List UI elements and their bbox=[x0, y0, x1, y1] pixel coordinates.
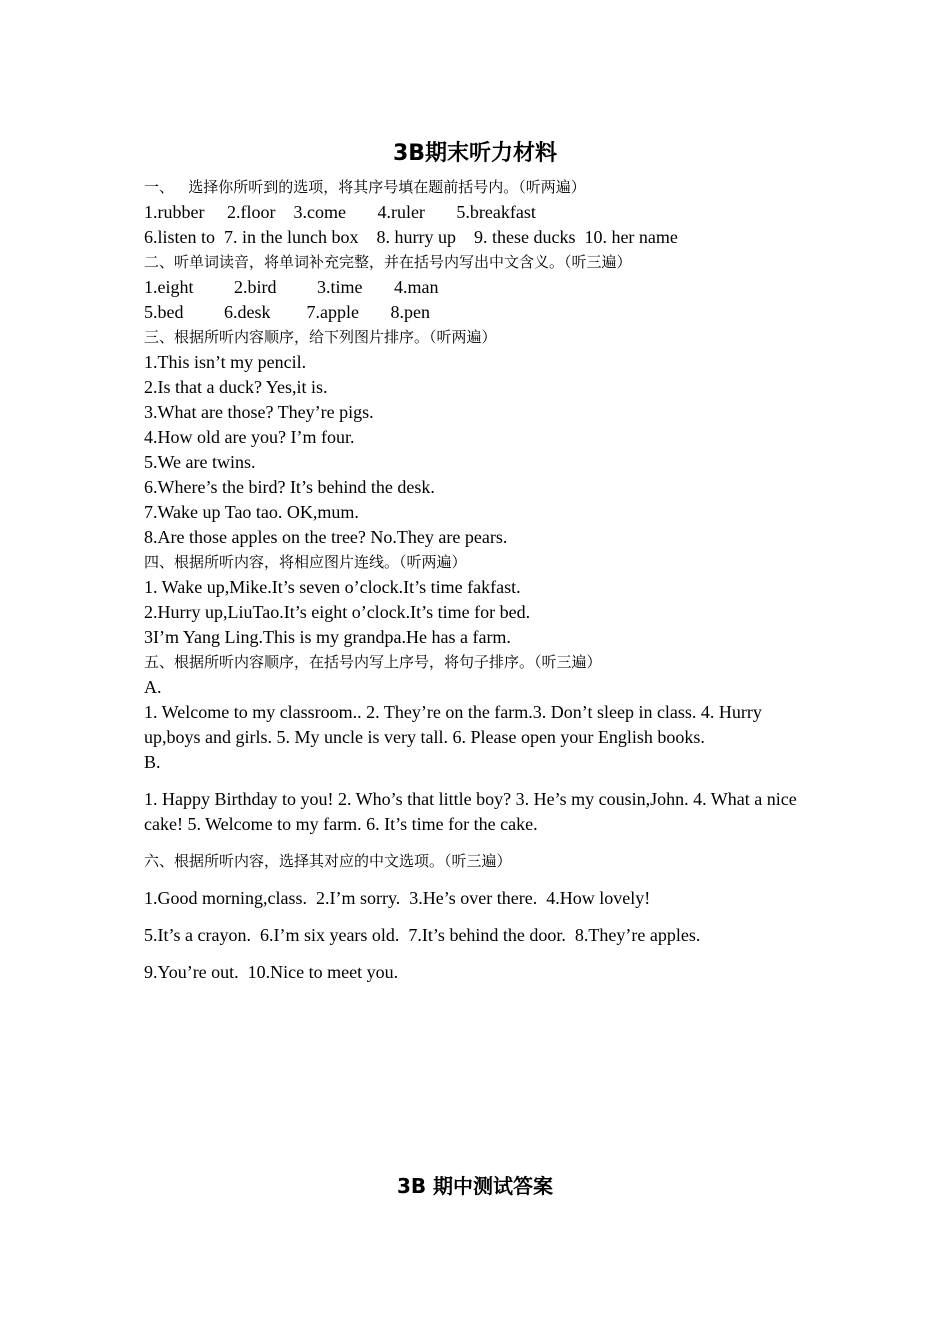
section-4-heading: 四、根据所听内容，将相应图片连线。（听两遍） bbox=[144, 553, 467, 571]
section-3-line-5: 5.We are twins. bbox=[144, 452, 256, 472]
section-6-line-3: 9.You’re out. 10.Nice to meet you. bbox=[144, 962, 399, 982]
section-5-part-b-text: 1. Happy Birthday to you! 2. Who’s that little boy? 3. He’s my cousin,John. 4. What a nice cake! 5. Welcome to my farm. 6. It’s time for the cake. bbox=[144, 789, 797, 834]
section-6-heading: 六、根据所听内容，选择其对应的中文选项。（听三遍） bbox=[144, 852, 512, 870]
section-5-part-a-text: 1. Welcome to my classroom.. 2. They’re on the farm.3. Don’t sleep in class. 4. Hurry up,boys and girls. 5. My uncle is very tall. 6. Please open your English books. bbox=[144, 702, 762, 747]
section-5-part-b-label: B. bbox=[144, 752, 161, 772]
section-2-line-1: 1.eight 2.bird 3.time 4.man bbox=[144, 277, 439, 297]
section-2-heading: 二、听单词读音，将单词补充完整，并在括号内写出中文含义。（听三遍） bbox=[144, 253, 632, 271]
section-3-line-2: 2.Is that a duck? Yes,it is. bbox=[144, 377, 328, 397]
section-6-line-2: 5.It’s a crayon. 6.I’m six years old. 7.It’s behind the door. 8.They’re apples. bbox=[144, 925, 701, 945]
section-5-part-a-label: A. bbox=[144, 677, 162, 697]
section-3-line-7: 7.Wake up Tao tao. OK,mum. bbox=[144, 502, 359, 522]
section-3-line-1: 1.This isn’t my pencil. bbox=[144, 352, 307, 372]
section-2-line-2: 5.bed 6.desk 7.apple 8.pen bbox=[144, 302, 430, 322]
section-4-line-2: 2.Hurry up,LiuTao.It’s eight o’clock.It’s time for bed. bbox=[144, 602, 531, 622]
page-title: 3B期末听力材料 bbox=[392, 141, 558, 166]
section-1-line-2: 6.listen to 7. in the lunch box 8. hurry up 9. these ducks 10. her name bbox=[144, 227, 678, 247]
section-3-line-6: 6.Where’s the bird? It’s behind the desk. bbox=[144, 477, 435, 497]
section-3-line-8: 8.Are those apples on the tree? No.They are pears. bbox=[144, 527, 508, 547]
section-5-heading: 五、根据所听内容顺序，在括号内写上序号，将句子排序。（听三遍） bbox=[144, 653, 602, 671]
section-6-line-1: 1.Good morning,class. 2.I’m sorry. 3.He’s over there. 4.How lovely! bbox=[144, 888, 651, 908]
document-body bbox=[144, 175, 816, 985]
section-4-line-3: 3I’m Yang Ling.This is my grandpa.He has a farm. bbox=[144, 627, 511, 647]
section-1-heading: 一、 选择你所听到的选项，将其序号填在题前括号内。（听两遍） bbox=[144, 178, 586, 196]
section-1-line-1: 1.rubber 2.floor 3.come 4.ruler 5.breakfast bbox=[144, 202, 536, 222]
section-3-heading: 三、根据所听内容顺序，给下列图片排序。（听两遍） bbox=[144, 328, 497, 346]
answer-key-title: 3B 期中测试答案 bbox=[396, 1174, 554, 1198]
section-3-line-3: 3.What are those? They’re pigs. bbox=[144, 402, 374, 422]
section-3-line-4: 4.How old are you? I’m four. bbox=[144, 427, 355, 447]
section-4-line-1: 1. Wake up,Mike.It’s seven o’clock.It’s time fakfast. bbox=[144, 577, 521, 597]
